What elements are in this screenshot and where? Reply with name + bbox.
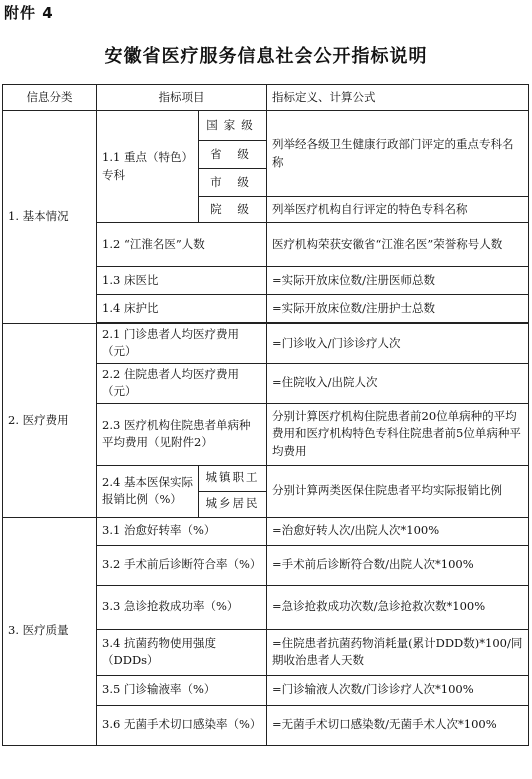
item-famous-doctors: 1.2 “江淮名医”人数: [97, 223, 267, 267]
header-category: 信息分类: [3, 85, 97, 111]
def-quality-1: =治愈好转人次/出院人次*100%: [267, 517, 529, 545]
level-hospital: 院 级: [199, 197, 267, 223]
def-outpatient-cost: =门诊收入/门诊诊疗人次: [267, 324, 529, 364]
item-disease-cost: 2.3 医疗机构住院患者单病种平均费用（见附件2）: [97, 403, 267, 465]
category-basic: 1. 基本情况: [3, 111, 97, 324]
item-quality-5: 3.5 门诊输液率（%）: [97, 675, 267, 705]
def-hospital-specialty: 列举医疗机构自行评定的特色专科名称: [267, 197, 529, 223]
level-provincial: 省 级: [199, 141, 267, 169]
attachment-label: 附件 4: [4, 4, 54, 22]
item-quality-3: 3.3 急诊抢救成功率（%）: [97, 585, 267, 629]
header-definition: 指标定义、计算公式: [267, 85, 529, 111]
item-inpatient-cost: 2.2 住院患者人均医疗费用（元）: [97, 363, 267, 403]
table-row: [3, 111, 529, 141]
item-quality-2: 3.2 手术前后诊断符合率（%）: [97, 545, 267, 585]
def-quality-6: =无菌手术切口感染数/无菌手术人次*100%: [267, 705, 529, 745]
table-header-row: [3, 85, 529, 111]
def-reimburse: 分别计算两类医保住院患者平均实际报销比例: [267, 465, 529, 517]
item-outpatient-cost: 2.1 门诊患者人均医疗费用（元）: [97, 324, 267, 364]
item-bed-nurse-ratio: 1.4 床护比: [97, 295, 267, 323]
item-quality-6: 3.6 无菌手术切口感染率（%）: [97, 705, 267, 745]
level-city: 市 级: [199, 169, 267, 197]
category-quality: 3. 医疗质量: [3, 517, 97, 745]
item-key-specialty: 1.1 重点（特色）专科: [97, 111, 199, 223]
level-national: 国家级: [199, 111, 267, 141]
reimburse-urban-rural: 城乡居民: [199, 491, 267, 517]
page-title: 安徽省医疗服务信息社会公开指标说明: [104, 46, 428, 67]
table-row: [3, 324, 529, 364]
indicator-table: [2, 84, 529, 746]
def-disease-cost: 分别计算医疗机构住院患者前20位单病种的平均费用和医疗机构特色专科住院患者前5位单病种平均费用: [267, 403, 529, 465]
def-bed-nurse-ratio: =实际开放床位数/注册护士总数: [267, 295, 529, 323]
def-quality-2: =手术前后诊断符合数/出院人次*100%: [267, 545, 529, 585]
item-quality-1: 3.1 治愈好转率（%）: [97, 517, 267, 545]
def-quality-4: =住院患者抗菌药物消耗量(累计DDD数)*100/同期收治患者人天数: [267, 629, 529, 675]
def-key-specialty: 列举经各级卫生健康行政部门评定的重点专科名称: [267, 111, 529, 197]
def-famous-doctors: 医疗机构荣获安徽省“江淮名医”荣誉称号人数: [267, 223, 529, 267]
item-reimburse: 2.4 基本医保实际报销比例（%）: [97, 465, 199, 517]
table-row: [3, 517, 529, 545]
item-bed-doctor-ratio: 1.3 床医比: [97, 267, 267, 295]
category-cost: 2. 医疗费用: [3, 324, 97, 518]
reimburse-urban-worker: 城镇职工: [199, 465, 267, 491]
def-bed-doctor-ratio: =实际开放床位数/注册医师总数: [267, 267, 529, 295]
item-quality-4: 3.4 抗菌药物使用强度（DDDs）: [97, 629, 267, 675]
header-item: 指标项目: [97, 85, 267, 111]
def-quality-3: =急诊抢救成功次数/急诊抢救次数*100%: [267, 585, 529, 629]
def-quality-5: =门诊输液人次数/门诊诊疗人次*100%: [267, 675, 529, 705]
def-inpatient-cost: =住院收入/出院人次: [267, 363, 529, 403]
